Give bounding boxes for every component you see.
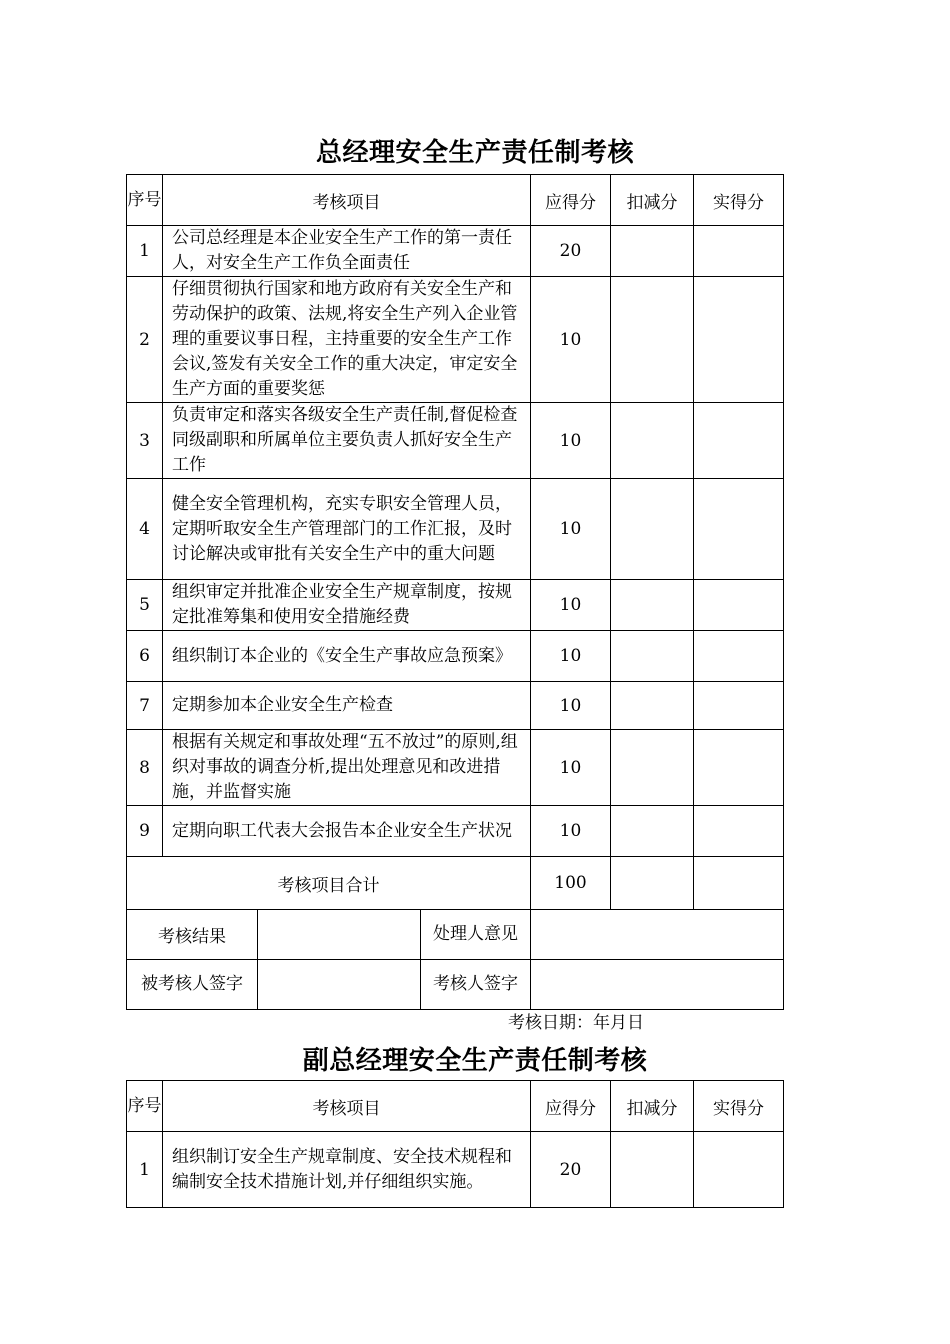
header-actual-score: 实得分 [694,1081,784,1132]
row-due-score: 20 [531,226,611,277]
row-due-score: 10 [531,580,611,631]
row-item: 健全安全管理机构，充实专职安全管理人员，定期听取安全生产管理部门的工作汇报，及时讨论解决或审批有关安全生产中的重大问题 [163,479,531,580]
row-seq: 3 [127,403,163,479]
row-seq: 7 [127,682,163,730]
row-item: 定期参加本企业安全生产检查 [163,682,531,730]
row-seq: 6 [127,631,163,682]
header-seq: 序号 [127,175,163,226]
row-due-score: 10 [531,806,611,857]
table-header-row [127,1081,784,1132]
row-actual-cell[interactable] [694,226,784,277]
row-seq: 4 [127,479,163,580]
handler-opinion-field[interactable] [531,910,784,960]
header-deduct-score: 扣减分 [611,175,694,226]
row-seq: 2 [127,277,163,403]
assessment-date: 考核日期：年月日 [508,1013,644,1033]
row-due-score: 20 [531,1132,611,1208]
row-actual-cell[interactable] [694,277,784,403]
result-label: 考核结果 [127,910,258,960]
row-actual-cell[interactable] [694,1132,784,1208]
row-due-score: 10 [531,631,611,682]
total-score: 100 [531,857,611,910]
row-due-score: 10 [531,682,611,730]
header-actual-score: 实得分 [694,175,784,226]
row-due-score: 10 [531,277,611,403]
examiner-signature-field[interactable] [531,960,784,1010]
section-title: 副总经理安全生产责任制考核 [302,1046,648,1076]
total-deduct-cell[interactable] [611,857,694,910]
row-actual-cell[interactable] [694,631,784,682]
row-actual-cell[interactable] [694,580,784,631]
table-row [127,1132,784,1208]
table-row [127,226,784,277]
header-due-score: 应得分 [531,1081,611,1132]
row-item: 定期向职工代表大会报告本企业安全生产状况 [163,806,531,857]
signature-row [127,960,784,1010]
total-label: 考核项目合计 [127,857,531,910]
row-item: 仔细贯彻执行国家和地方政府有关安全生产和劳动保护的政策、法规,将安全生产列入企业管理的重要议事日程，主持重要的安全生产工作会议,签发有关安全工作的重大决定，审定安全生产方面的重要奖惩 [163,277,531,403]
row-item: 组织制订安全生产规章制度、安全技术规程和编制安全技术措施计划,并仔细组织实施。 [163,1132,531,1208]
total-actual-cell[interactable] [694,857,784,910]
row-actual-cell[interactable] [694,479,784,580]
row-due-score: 10 [531,730,611,806]
row-due-score: 10 [531,479,611,580]
row-actual-cell[interactable] [694,682,784,730]
row-actual-cell[interactable] [694,730,784,806]
row-deduct-cell[interactable] [611,806,694,857]
table-row [127,403,784,479]
table-row [127,682,784,730]
examinee-signature-label: 被考核人签字 [127,960,258,1010]
header-seq: 序号 [127,1081,163,1132]
row-item: 组织制订本企业的《安全生产事故应急预案》 [163,631,531,682]
table-row [127,631,784,682]
result-row [127,910,784,960]
header-due-score: 应得分 [531,175,611,226]
table-header-row [127,175,784,226]
result-field[interactable] [258,910,421,960]
row-deduct-cell[interactable] [611,631,694,682]
header-deduct-score: 扣减分 [611,1081,694,1132]
row-deduct-cell[interactable] [611,277,694,403]
table-row [127,479,784,580]
table-row [127,730,784,806]
row-item: 公司总经理是本企业安全生产工作的第一责任人，对安全生产工作负全面责任 [163,226,531,277]
row-deduct-cell[interactable] [611,730,694,806]
page-title: 总经理安全生产责任制考核 [315,138,634,168]
row-deduct-cell[interactable] [611,226,694,277]
row-deduct-cell[interactable] [611,479,694,580]
assessment-table-2 [126,1080,784,1208]
row-seq: 1 [127,1132,163,1208]
row-seq: 8 [127,730,163,806]
table-row [127,277,784,403]
row-deduct-cell[interactable] [611,682,694,730]
header-item: 考核项目 [163,1081,531,1132]
row-seq: 5 [127,580,163,631]
handler-opinion-label: 处理人意见 [421,910,531,960]
row-due-score: 10 [531,403,611,479]
examinee-signature-field[interactable] [258,960,421,1010]
row-item: 组织审定并批准企业安全生产规章制度，按规定批准筹集和使用安全措施经费 [163,580,531,631]
row-deduct-cell[interactable] [611,1132,694,1208]
total-row [127,857,784,910]
header-item: 考核项目 [163,175,531,226]
table-row [127,806,784,857]
row-actual-cell[interactable] [694,806,784,857]
row-deduct-cell[interactable] [611,580,694,631]
assessment-table [126,174,784,1010]
table-row [127,580,784,631]
row-deduct-cell[interactable] [611,403,694,479]
row-actual-cell[interactable] [694,403,784,479]
row-seq: 9 [127,806,163,857]
row-item: 负责审定和落实各级安全生产责任制,督促检查同级副职和所属单位主要负责人抓好安全生产工作 [163,403,531,479]
row-item: 根据有关规定和事故处理“五不放过”的原则,组织对事故的调查分析,提出处理意见和改进措施，并监督实施 [163,730,531,806]
examiner-signature-label: 考核人签字 [421,960,531,1010]
row-seq: 1 [127,226,163,277]
